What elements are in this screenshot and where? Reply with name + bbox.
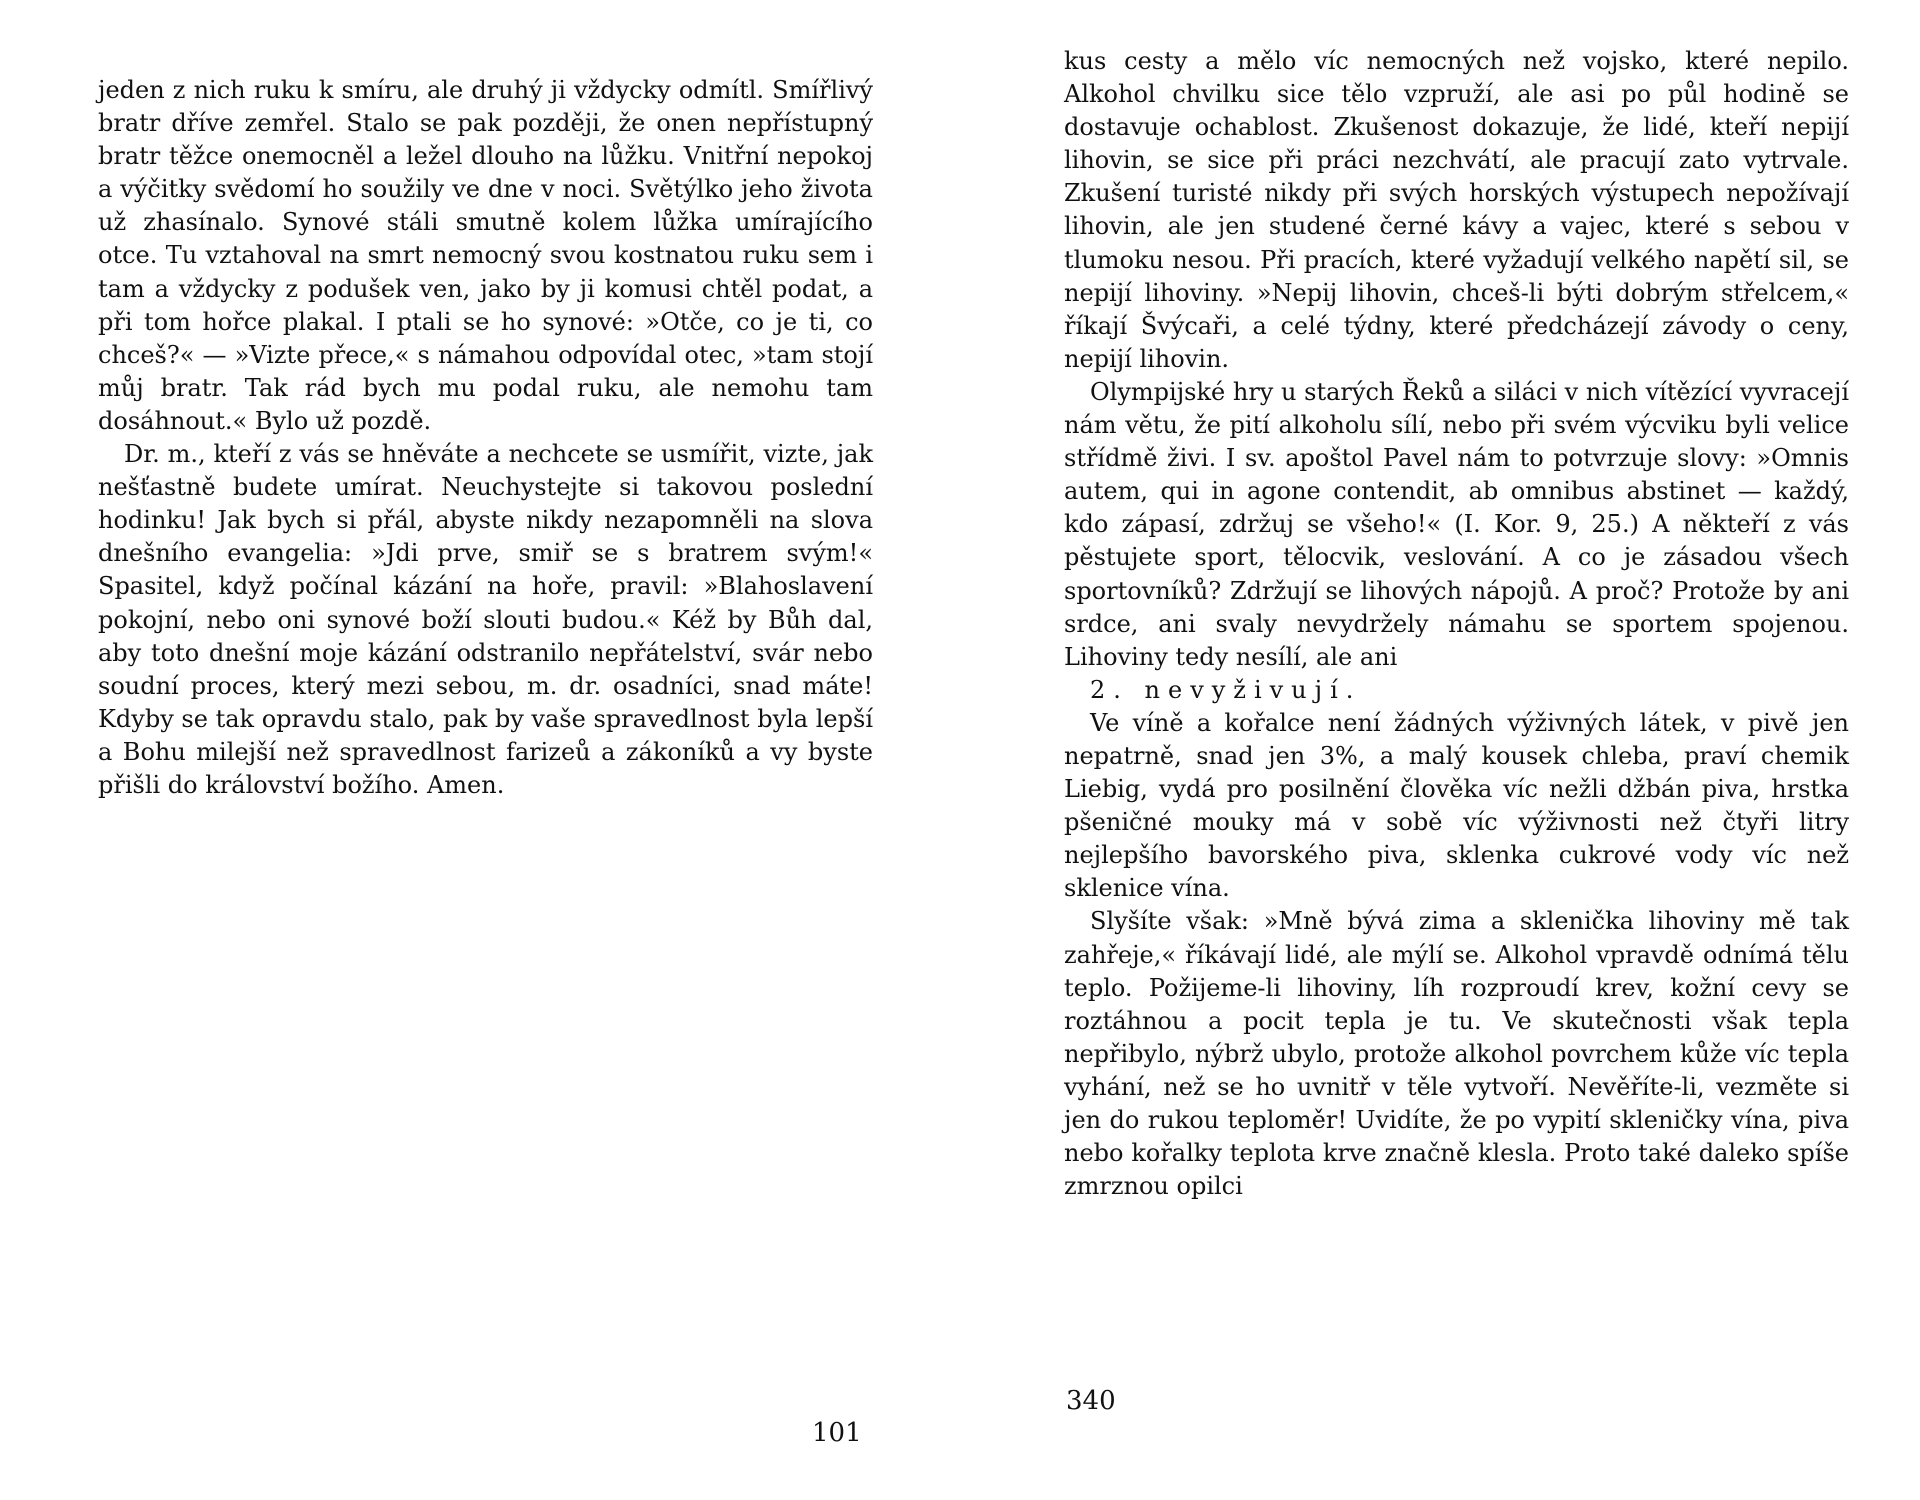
paragraph: Olympijské hry u starých Řeků a siláci v nich vítězící vyvracejí nám větu, že pití alkoholu sílí, nebo při svém výcviku byli velice střídmě živi. I sv. apoštol Pavel nám to potvrzuje slovy: »Omnis autem, qui in agone contendit, ab omnibus abstinet — každý, kdo zápasí, zdržuj se všeho!« (I. Kor. 9, 25.) A někteří z vás pěstujete sport, tělocvik, veslování. A co je zásadou všech sportovníků? Zdržují se lihových nápojů. A proč? Protože by ani srdce, ani svaly nevydržely námahu se sportem spojenou. Lihoviny tedy nesílí, ale ani — [1064, 377, 1849, 671]
left-page-text — [98, 74, 873, 802]
paragraph: Slyšíte však: »Mně bývá zima a sklenička lihoviny mě tak zahřeje,« říkávají lidé, ale mýlí se. Alkohol vpravdě odnímá tělu teplo. Požijeme-li lihoviny, líh rozproudí krev, kožní cevy se roztáhnou a pocit tepla je tu. Ve skutečnosti však tepla nepřibylo, nýbrž ubylo, protože alkohol povrchem kůže víc tepla vyhání, než se ho uvnitř v těle vytvoří. Nevěříte-li, vezměte si jen do rukou teploměr! Uvidíte, že po vypití skleničky vína, piva nebo kořalky teplota krve značně klesla. Proto také daleko spíše zmrznou opilci — [1064, 907, 1849, 1201]
paragraph: jeden z nich ruku k smíru, ale druhý ji vždycky odmítl. Smířlivý bratr dříve zemřel. Stalo se pak později, že onen nepřístupný bratr těžce onemocněl a ležel dlouho na lůžku. Vnitřní nepokoj a výčitky svědomí ho soužily ve dne v noci. Světýlko jeho života už zhasínalo. Synové stáli smutně kolem lůžka umírajícího otce. Tu vztahoval na smrt nemocný svou kostnatou ruku sem i tam a vždycky z podušek ven, jako by ji komusi chtěl podat, a při tom hořce plakal. I ptali se ho synové: »Otče, co je ti, co chceš?« — »Vizte přece,« s námahou odpovídal otec, »tam stojí můj bratr. Tak rád bych mu podal ruku, ale nemohu tam dosáhnout.« Bylo už pozdě. — [98, 76, 873, 435]
paragraph: Dr. m., kteří z vás se hněváte a nechcete se usmířit, vizte, jak nešťastně budete umírat. Neuchystejte si takovou poslední hodinku! Jak bych si přál, abyste nikdy nezapomněli na slova dnešního evangelia: »Jdi prve, smiř se s bratrem svým!« Spasitel, když počínal kázání na hoře, pravil: »Blahoslavení pokojní, nebo oni synové boží slouti budou.« Kéž by Bůh dal, aby toto dnešní moje kázání odstranilo nepřátelství, svár nebo soudní proces, který mezi sebou, m. dr. osadníci, snad máte! Kdyby se tak opravdu stalo, pak by vaše spravedlnost byla lepší a Bohu milejší než spravedlnost farizeů a zákoníků a vy byste přišli do království božího. Amen. — [98, 440, 873, 799]
right-page-text — [1064, 45, 1849, 1203]
page-number: 101 — [812, 1418, 862, 1448]
right-page — [960, 0, 1920, 1500]
paragraph: kus cesty a mělo víc nemocných než vojsko, které nepilo. Alkohol chvilku sice tělo vzpruží, ale asi po půl hodině se dostavuje ochablost. Zkušenost dokazuje, že lidé, kteří nepijí lihovin, se sice při práci nezchvátí, ale pracují zato vytrvale. Zkušení turisté nikdy při svých horských výstupech nepožívají lihovin, ale jen studené černé kávy a vajec, které s sebou v tlumoku nesou. Při pracích, které vyžadují velkého napětí sil, se nepijí lihoviny. »Nepij lihovin, chceš-li býti dobrým střelcem,« říkají Švýcaři, a celé týdny, které předcházejí závody o ceny, nepijí lihovin. — [1064, 47, 1849, 373]
paragraph: Ve víně a kořalce není žádných výživných látek, v pivě jen nepatrně, snad jen 3%, a malý kousek chleba, praví chemik Liebig, vydá pro posilnění člověka víc nežli džbán piva, hrstka pšeničné mouky má v sobě víc výživnosti než čtyři litry nejlepšího bavorského piva, sklenka cukrové vody víc než sklenice vína. — [1064, 708, 1849, 903]
section-heading: 2. nevyživují. — [1090, 675, 1362, 704]
page-number: 340 — [1066, 1386, 1116, 1416]
